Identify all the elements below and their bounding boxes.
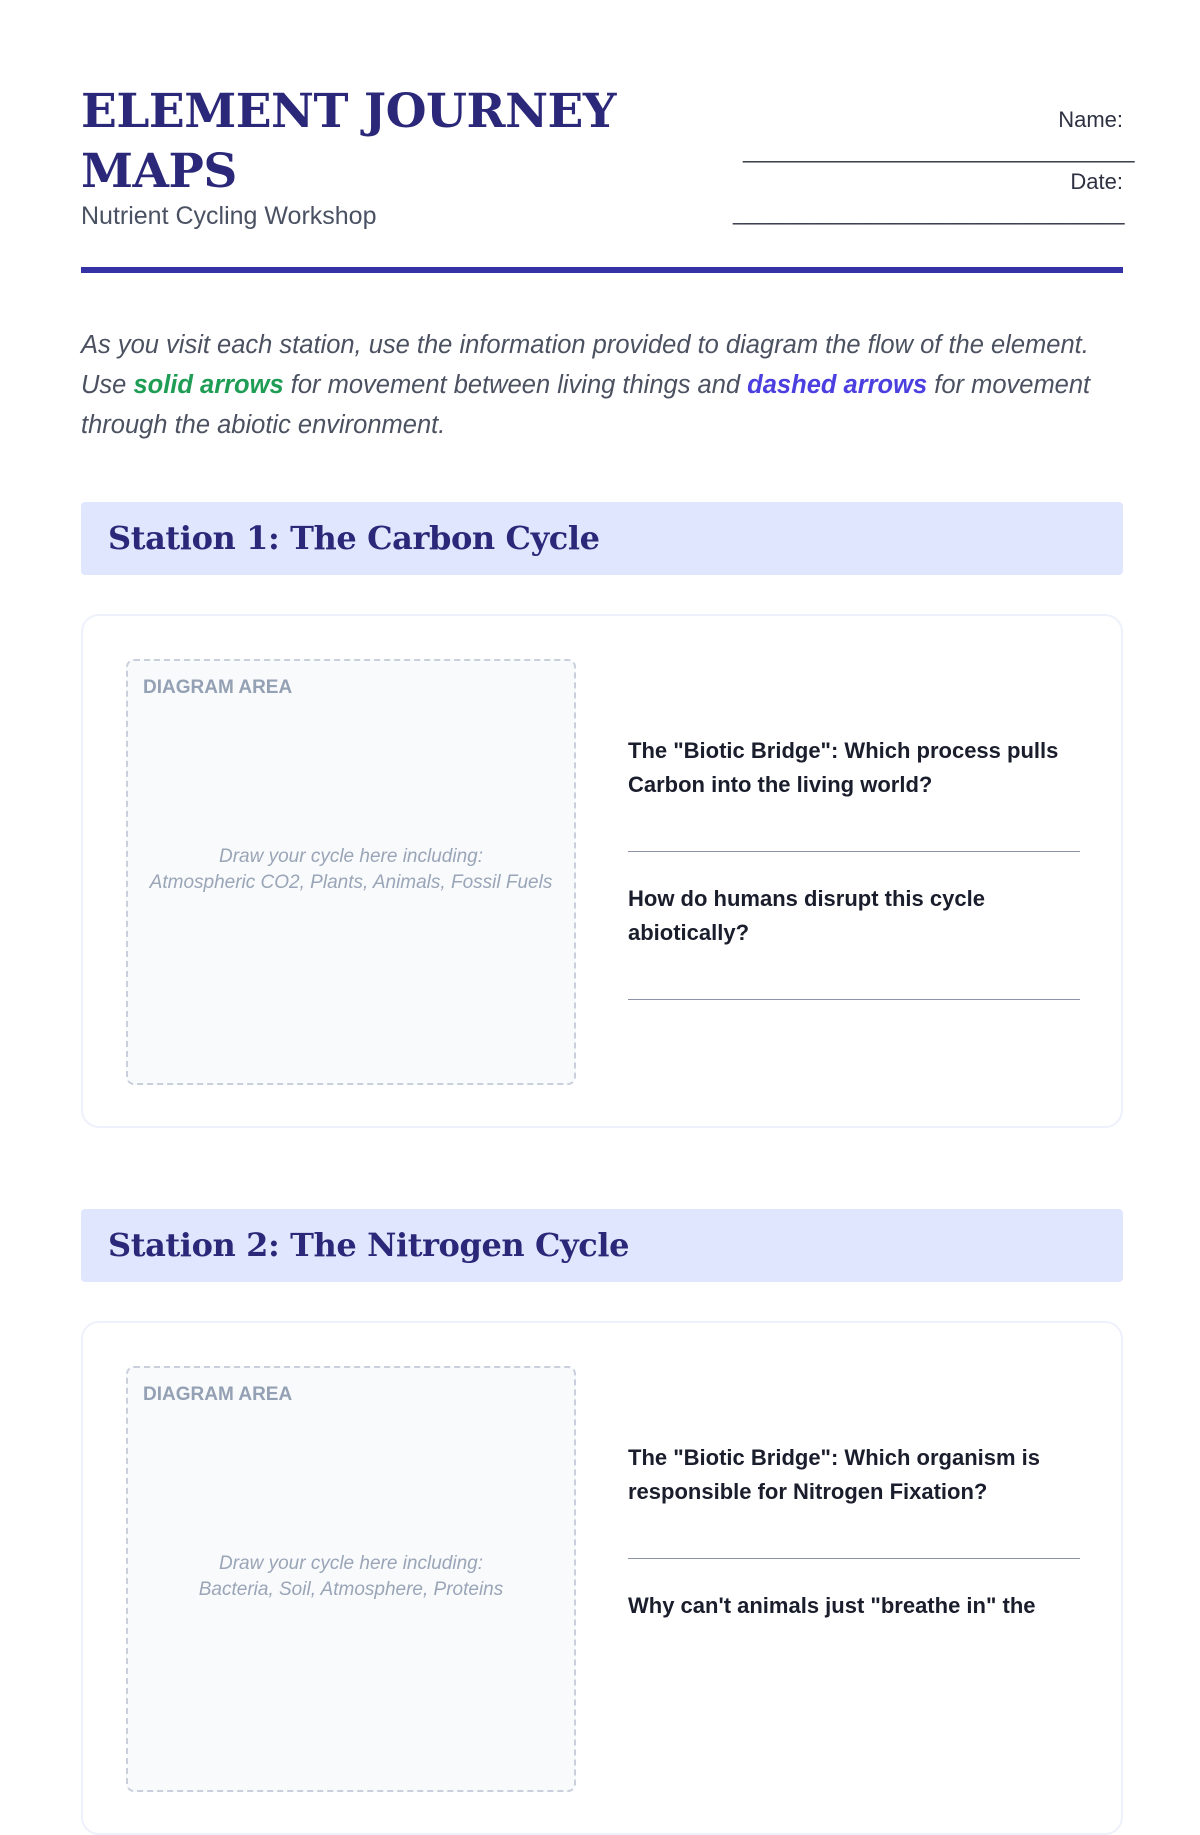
- diagram-hint: [128, 1551, 574, 1603]
- student-info: [733, 106, 1135, 230]
- diagram-hint: [128, 844, 574, 896]
- station-1-header: [81, 502, 1123, 575]
- diagram-hint-line-1: Draw your cycle here including:: [218, 1553, 483, 1574]
- station-1-title: Station 1: The Carbon Cycle: [108, 519, 600, 557]
- station-2-question-1: The "Biotic Bridge": Which organism is responsible for Nitrogen Fixation?: [628, 1445, 1041, 1504]
- name-label: Name:: [1058, 107, 1123, 132]
- worksheet-header: [81, 82, 1135, 272]
- station-1-answer-line-2[interactable]: [628, 999, 1080, 1000]
- solid-arrows-term: solid arrows: [133, 371, 284, 399]
- station-1-questions: [628, 734, 1080, 1030]
- name-field[interactable]: ________________________________: [743, 138, 1135, 163]
- station-2-card: [81, 1321, 1123, 1835]
- header-divider: [81, 267, 1123, 273]
- station-2-header: [81, 1209, 1123, 1282]
- station-1-question-1: The "Biotic Bridge": Which process pulls Carbon into the living world?: [628, 738, 1059, 797]
- station-1-question-2: How do humans disrupt this cycle abiotically?: [628, 886, 985, 945]
- dashed-arrows-term: dashed arrows: [747, 371, 928, 399]
- instructions: [81, 325, 1121, 445]
- station-1-answer-line-1[interactable]: [628, 851, 1080, 852]
- diagram-hint-line-1: Draw your cycle here including:: [218, 846, 483, 867]
- instructions-text-3: for movement through the abiotic environment.: [81, 371, 1091, 439]
- page-subtitle: Nutrient Cycling Workshop: [81, 202, 377, 230]
- page-title: ELEMENT JOURNEY MAPS: [81, 84, 616, 199]
- date-label: Date:: [1070, 169, 1123, 194]
- instructions-text-1: As you visit each station, use the information provided to diagram the flow of the element. Use: [81, 331, 1089, 399]
- station-1-card: [81, 614, 1123, 1128]
- diagram-hint-line-2: Bacteria, Soil, Atmosphere, Proteins: [198, 1579, 504, 1600]
- station-2-title: Station 2: The Nitrogen Cycle: [108, 1226, 630, 1264]
- station-2-questions: [628, 1441, 1080, 1623]
- diagram-area-label: DIAGRAM AREA: [143, 1384, 293, 1405]
- station-1-diagram-area[interactable]: [126, 659, 576, 1085]
- instructions-text-2: for movement between living things and: [283, 371, 748, 399]
- station-2-diagram-area[interactable]: [126, 1366, 576, 1792]
- station-2-answer-line-1[interactable]: [628, 1558, 1080, 1559]
- diagram-area-label: DIAGRAM AREA: [143, 677, 293, 698]
- diagram-hint-line-2: Atmospheric CO2, Plants, Animals, Fossil Fuels: [149, 872, 553, 893]
- date-field[interactable]: ________________________________: [733, 200, 1125, 225]
- station-2-question-2: Why can't animals just "breathe in" the: [628, 1593, 1036, 1618]
